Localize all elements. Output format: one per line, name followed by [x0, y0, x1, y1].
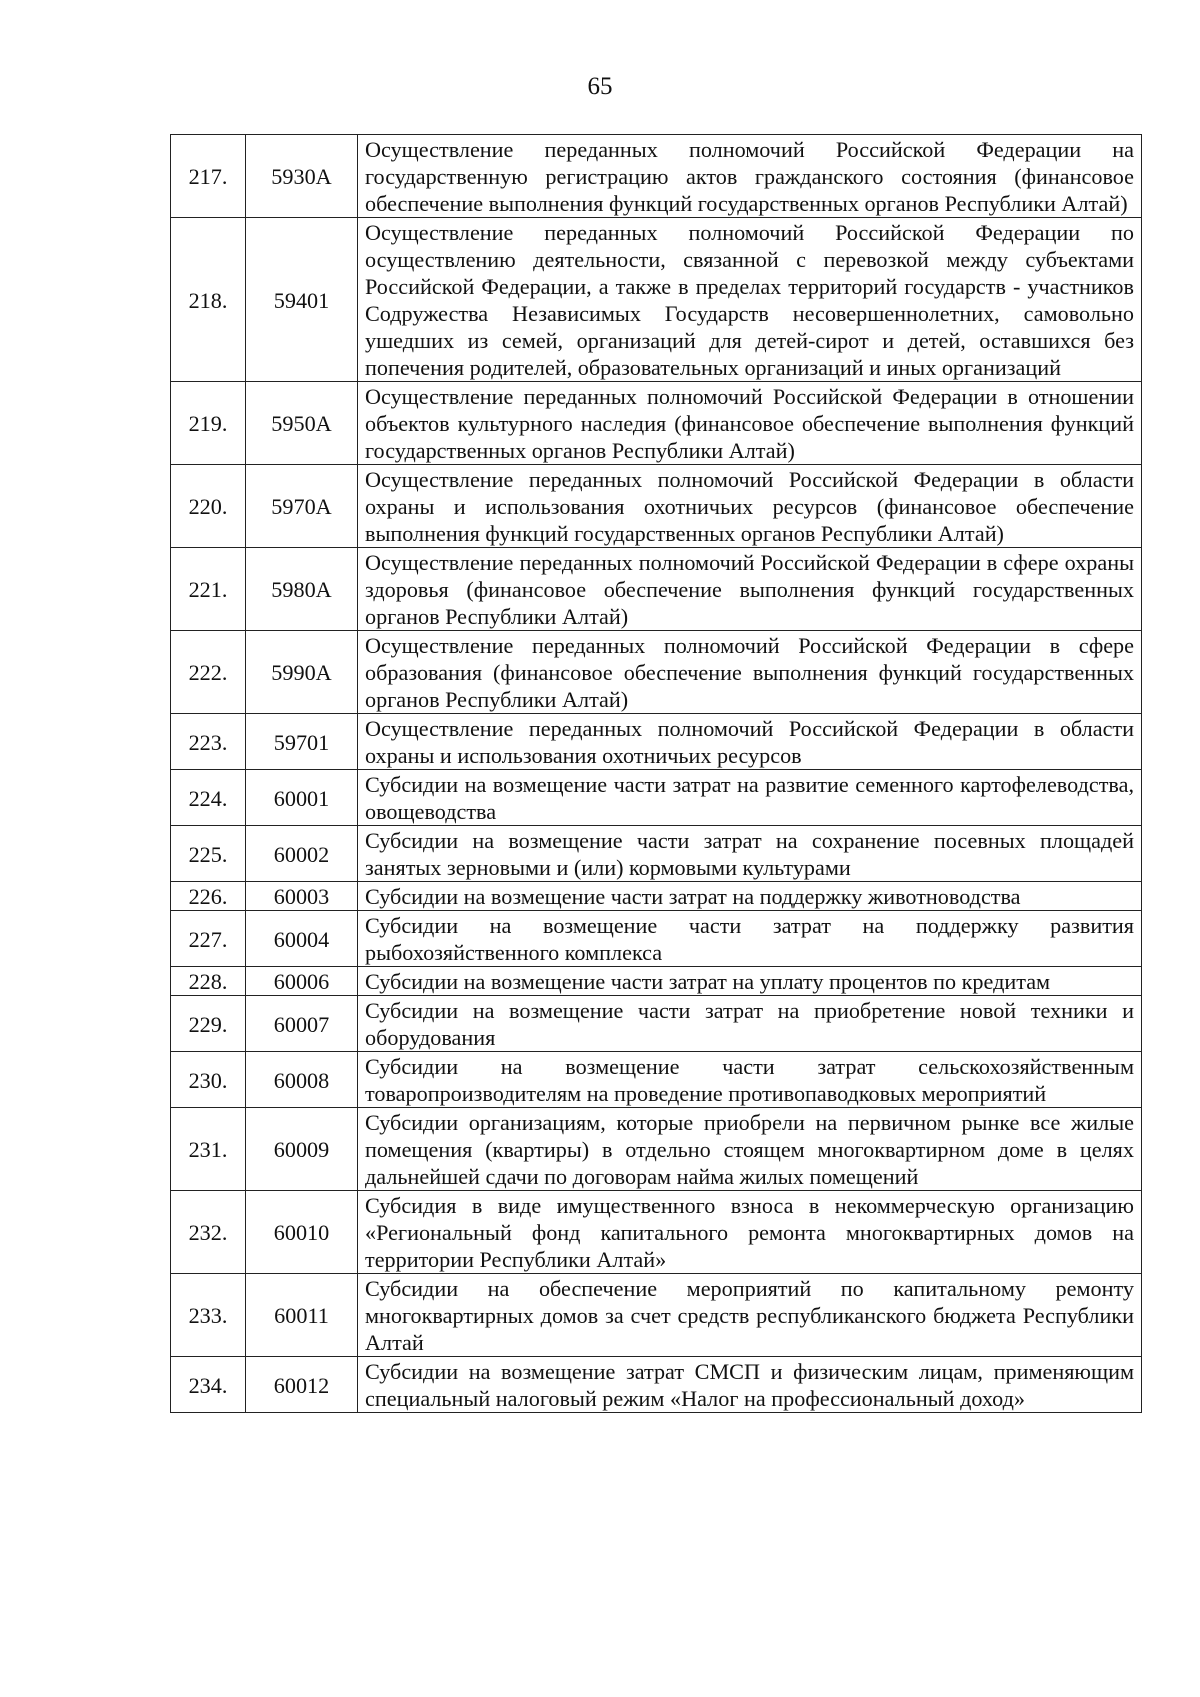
row-description: Осуществление переданных полномочий Российской Федерации в сфере образования (финансовое обеспечение выполнения функций государственных органов Республики Алтай) [358, 631, 1142, 714]
row-description: Осуществление переданных полномочий Российской Федерации в отношении объектов культурного наследия (финансовое обеспечение выполнения функций государственных органов Республики Алтай) [358, 382, 1142, 465]
row-number: 222. [171, 631, 246, 714]
table-row [171, 967, 1142, 996]
row-description: Субсидии на возмещение части затрат на уплату процентов по кредитам [358, 967, 1142, 996]
table-row [171, 714, 1142, 770]
table-row [171, 911, 1142, 967]
table-row [171, 218, 1142, 382]
row-number: 229. [171, 996, 246, 1052]
table-row [171, 1357, 1142, 1413]
table-row [171, 770, 1142, 826]
table-row [171, 382, 1142, 465]
row-code: 60004 [246, 911, 358, 967]
row-code: 60010 [246, 1191, 358, 1274]
row-code: 5950А [246, 382, 358, 465]
row-code: 60006 [246, 967, 358, 996]
row-code: 5990А [246, 631, 358, 714]
row-code: 60012 [246, 1357, 358, 1413]
row-description: Субсидии на возмещение части затрат на сохранение посевных площадей занятых зерновыми и (или) кормовыми культурами [358, 826, 1142, 882]
table-row [171, 996, 1142, 1052]
table-row [171, 548, 1142, 631]
row-description: Осуществление переданных полномочий Российской Федерации в области охраны и использования охотничьих ресурсов (финансовое обеспечение выполнения функций государственных органов Республики Алтай) [358, 465, 1142, 548]
row-code: 60003 [246, 882, 358, 911]
row-description: Осуществление переданных полномочий Российской Федерации в области охраны и использования охотничьих ресурсов [358, 714, 1142, 770]
row-number: 227. [171, 911, 246, 967]
row-number: 220. [171, 465, 246, 548]
row-number: 217. [171, 135, 246, 218]
page-number: 65 [587, 73, 613, 100]
row-code: 60009 [246, 1108, 358, 1191]
row-description: Осуществление переданных полномочий Российской Федерации в сфере охраны здоровья (финансовое обеспечение выполнения функций государственных органов Республики Алтай) [358, 548, 1142, 631]
row-code: 60002 [246, 826, 358, 882]
table-row [171, 1191, 1142, 1274]
row-code: 5930А [246, 135, 358, 218]
row-code: 5970А [246, 465, 358, 548]
row-number: 225. [171, 826, 246, 882]
row-number: 234. [171, 1357, 246, 1413]
row-number: 223. [171, 714, 246, 770]
table-row [171, 826, 1142, 882]
row-number: 232. [171, 1191, 246, 1274]
table-row [171, 135, 1142, 218]
row-code: 59401 [246, 218, 358, 382]
row-number: 228. [171, 967, 246, 996]
row-description: Осуществление переданных полномочий Российской Федерации по осуществлению деятельности, связанной с перевозкой между субъектами Российской Федерации, а также в пределах территорий государств - участников Содружества Независимых Государств несовершеннолетних, самовольно ушедших из семей, организаций для детей-сирот и детей, оставшихся без попечения родителей, образовательных организаций и иных организаций [358, 218, 1142, 382]
row-number: 219. [171, 382, 246, 465]
table-row [171, 631, 1142, 714]
row-code: 60011 [246, 1274, 358, 1357]
table-row [171, 882, 1142, 911]
row-code: 59701 [246, 714, 358, 770]
row-number: 224. [171, 770, 246, 826]
table-row [171, 465, 1142, 548]
table-row [171, 1052, 1142, 1108]
row-number: 218. [171, 218, 246, 382]
row-description: Субсидии на возмещение части затрат на развитие семенного картофелеводства, овощеводства [358, 770, 1142, 826]
table-row [171, 1108, 1142, 1191]
row-code: 5980А [246, 548, 358, 631]
row-number: 226. [171, 882, 246, 911]
codes-table [170, 134, 1142, 1413]
row-description: Субсидии организациям, которые приобрели на первичном рынке все жилые помещения (квартиры) в отдельно стоящем многоквартирном доме в целях дальнейшей сдачи по договорам найма жилых помещений [358, 1108, 1142, 1191]
row-number: 233. [171, 1274, 246, 1357]
row-description: Субсидии на возмещение части затрат на приобретение новой техники и оборудования [358, 996, 1142, 1052]
table-row [171, 1274, 1142, 1357]
row-number: 230. [171, 1052, 246, 1108]
row-code: 60001 [246, 770, 358, 826]
codes-table-body [171, 135, 1142, 1413]
row-description: Субсидии на возмещение затрат СМСП и физическим лицам, применяющим специальный налоговый режим «Налог на профессиональный доход» [358, 1357, 1142, 1413]
row-number: 221. [171, 548, 246, 631]
row-code: 60008 [246, 1052, 358, 1108]
row-number: 231. [171, 1108, 246, 1191]
row-description: Субсидии на возмещение части затрат на поддержку животноводства [358, 882, 1142, 911]
row-description: Субсидии на обеспечение мероприятий по капитальному ремонту многоквартирных домов за счет средств республиканского бюджета Республики Алтай [358, 1274, 1142, 1357]
row-description: Субсидии на возмещение части затрат сельскохозяйственным товаропроизводителям на проведение противопаводковых мероприятий [358, 1052, 1142, 1108]
row-description: Осуществление переданных полномочий Российской Федерации на государственную регистрацию актов гражданского состояния (финансовое обеспечение выполнения функций государственных органов Республики Алтай) [358, 135, 1142, 218]
row-code: 60007 [246, 996, 358, 1052]
row-description: Субсидия в виде имущественного взноса в некоммерческую организацию «Региональный фонд капитального ремонта многоквартирных домов на территории Республики Алтай» [358, 1191, 1142, 1274]
row-description: Субсидии на возмещение части затрат на поддержку развития рыбохозяйственного комплекса [358, 911, 1142, 967]
